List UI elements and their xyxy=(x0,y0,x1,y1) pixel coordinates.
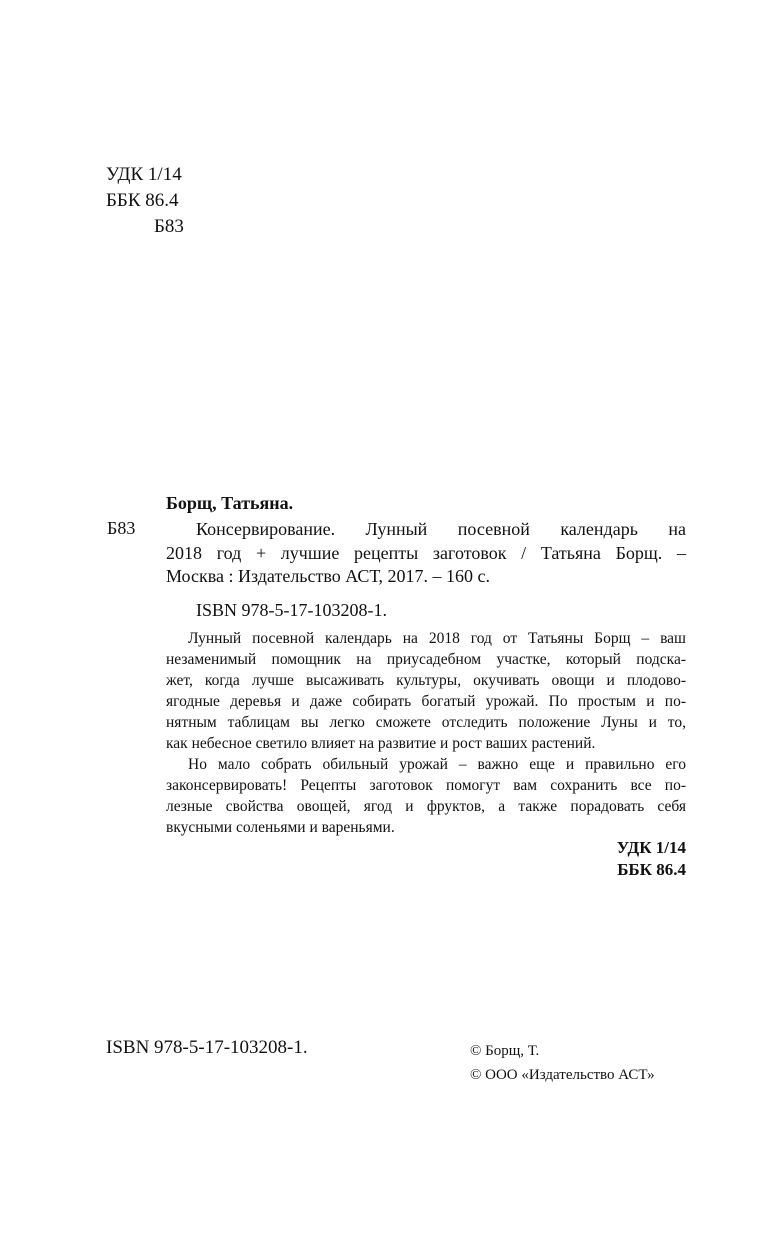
copyright-block xyxy=(470,1039,655,1087)
catalog-author-mark: Б83 xyxy=(107,518,136,538)
copyright-publisher: © ООО «Издательство АСТ» xyxy=(470,1067,655,1083)
author-mark: Б83 xyxy=(154,216,184,237)
abstract-line: Но мало собрать обильный урожай – важно еще и правильно его xyxy=(188,756,686,773)
title-line: 2018 год + лучшие рецепты заготовок / Татьяна Борщ. – xyxy=(166,542,686,563)
abstract-line: Лунный посевной календарь на 2018 год от Татьяны Борщ – ваш xyxy=(188,630,686,647)
copyright-author: © Борщ, Т. xyxy=(470,1043,540,1059)
bbk-code: ББК 86.4 xyxy=(106,190,179,211)
abstract-line: законсервировать! Рецепты заготовок помогут вам сохранить все по- xyxy=(166,777,686,794)
footer-isbn: ISBN 978-5-17-103208-1. xyxy=(106,1037,308,1058)
author-name: Борщ, Татьяна. xyxy=(166,493,294,513)
abstract-line: лезные свойства овощей, ягод и фруктов, а также порадовать себя xyxy=(166,798,686,815)
bibliographic-description xyxy=(166,518,686,589)
abstract-line: незаменимый помощник на приусадебном участке, который подска- xyxy=(166,651,686,668)
title-line: Консервирование. Лунный посевной календарь на xyxy=(196,519,686,539)
abstract-line: нятным таблицам вы легко сможете отследить положение Луны и то, xyxy=(166,714,686,731)
abstract-line: вкусными соленьями и вареньями. xyxy=(166,819,395,836)
bbk-code-bold: ББК 86.4 xyxy=(617,860,686,879)
catalog-isbn: ISBN 978-5-17-103208-1. xyxy=(196,600,387,620)
title-line: Москва : Издательство АСТ, 2017. – 160 с. xyxy=(166,566,491,586)
udk-code: УДК 1/14 xyxy=(106,164,182,185)
bottom-classification-codes xyxy=(617,837,686,881)
abstract xyxy=(166,628,686,838)
udk-code-bold: УДК 1/14 xyxy=(616,838,686,857)
abstract-line: как небесное светило влияет на развитие и рост ваших растений. xyxy=(166,735,596,752)
abstract-line: жет, когда лучше высаживать культуры, окучивать овощи и плодово- xyxy=(166,672,686,689)
top-classification-codes xyxy=(106,162,184,240)
abstract-line: ягодные деревья и даже собирать богатый урожай. По простым и по- xyxy=(166,693,686,710)
